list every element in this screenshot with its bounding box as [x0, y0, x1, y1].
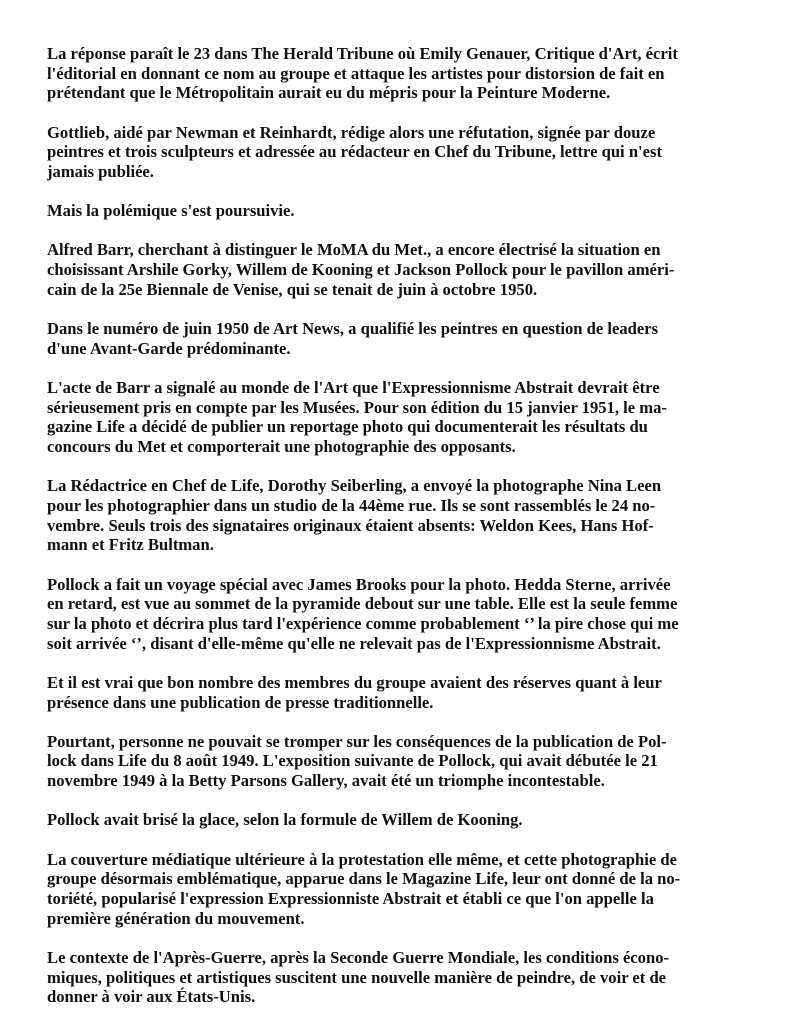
paragraph: [47, 673, 772, 712]
paragraph: [47, 476, 772, 555]
text-line: Pourtant, personne ne pouvait se tromper sur les conséquences de la publication de Pol-: [47, 731, 667, 751]
text-line: jamais publiée.: [47, 162, 154, 182]
paragraph: [47, 810, 772, 830]
text-line: Le contexte de l'Après-Guerre, après la Seconde Guerre Mondiale, les conditions écono-: [47, 947, 670, 967]
text-line: La Rédactrice en Chef de Life, Dorothy Seiberling, a envoyé la photographe Nina Leen: [47, 476, 662, 496]
text-line: gazine Life a décidé de publier un reportage photo qui documenterait les résultats du: [47, 417, 648, 437]
text-line: donner à voir aux États-Unis.: [47, 987, 256, 1007]
paragraph: [47, 319, 772, 358]
text-line: Dans le numéro de juin 1950 de Art News, a qualifié les peintres en question de leaders: [47, 319, 659, 339]
text-line: Gottlieb, aidé par Newman et Reinhardt, rédige alors une réfutation, signée par douze: [47, 122, 656, 142]
text-line: La réponse paraît le 23 dans The Herald Tribune où Emily Genauer, Critique d'Art, écrit: [47, 44, 678, 63]
paragraph: [47, 948, 772, 1007]
text-line: sérieusement pris en compte par les Musées. Pour son édition du 15 janvier 1951, le ma-: [47, 397, 667, 417]
text-line: miques, politiques et artistiques suscitent une nouvelle manière de peindre, de voir et de: [47, 967, 667, 987]
text-line: Alfred Barr, cherchant à distinguer le MoMA du Met., a encore électrisé la situation en: [47, 240, 661, 260]
text-line: prétendant que le Métropolitain aurait eu du mépris pour la Peinture Moderne.: [47, 83, 611, 103]
text-line: Pollock a fait un voyage spécial avec James Brooks pour la photo. Hedda Sterne, arrivée: [47, 574, 671, 594]
text-line: cain de la 25e Biennale de Venise, qui se tenait de juin à octobre 1950.: [47, 279, 538, 299]
text-line: Pollock avait brisé la glace, selon la formule de Willem de Kooning.: [47, 810, 523, 830]
text-line: lock dans Life du 8 août 1949. L'exposition suivante de Pollock, qui avait débutée le 21: [47, 751, 658, 771]
text-line: d'une Avant-Garde prédominante.: [47, 338, 291, 358]
paragraph: [47, 44, 772, 103]
paragraph: [47, 123, 772, 182]
text-line: pour les photographier dans un studio de la 44ème rue. Ils se sont rassemblés le 24 no-: [47, 495, 656, 515]
text-line: novembre 1949 à la Betty Parsons Gallery, avait été un triomphe incontestable.: [47, 771, 605, 791]
paragraph: [47, 240, 772, 299]
text-line: première génération du mouvement.: [47, 908, 305, 928]
paragraph: [47, 575, 772, 654]
text-line: sur la photo et décrira plus tard l'expérience comme probablement ‘’ la pire chose qui me: [47, 613, 679, 633]
text-line: l'éditorial en donnant ce nom au groupe et attaque les artistes pour distorsion de fait en: [47, 63, 665, 83]
paragraph: [47, 201, 772, 221]
paragraph: [47, 378, 772, 457]
text-line: mann et Fritz Bultman.: [47, 535, 214, 555]
text-line: Mais la polémique s'est poursuivie.: [47, 201, 295, 221]
text-line: en retard, est vue au sommet de la pyramide debout sur une table. Elle est la seule femme: [47, 594, 678, 614]
text-line: toriété, popularisé l'expression Expressionniste Abstrait et établi ce que l'on appelle la: [47, 889, 654, 908]
text-line: Et il est vrai que bon nombre des membres du groupe avaient des réserves quant à leur: [47, 672, 662, 692]
text-line: L'acte de Barr a signalé au monde de l'Art que l'Expressionnisme Abstrait devrait être: [47, 377, 660, 397]
paragraph: [47, 732, 772, 791]
text-line: présence dans une publication de presse traditionnelle.: [47, 692, 434, 712]
document-body: [47, 44, 772, 1007]
text-line: choisissant Arshile Gorky, Willem de Kooning et Jackson Pollock pour le pavillon améri-: [47, 260, 675, 280]
text-line: La couverture médiatique ultérieure à la protestation elle même, et cette photographie de: [47, 849, 677, 869]
text-line: soit arrivée ‘’, disant d'elle-même qu'elle ne relevait pas de l'Expressionnisme Abstrait.: [47, 633, 661, 653]
text-line: groupe désormais emblématique, apparue dans le Magazine Life, leur ont donné de la no-: [47, 869, 681, 889]
text-line: vembre. Seuls trois des signataires originaux étaient absents: Weldon Kees, Hans Hof-: [47, 515, 654, 535]
text-line: peintres et trois sculpteurs et adressée au rédacteur en Chef du Tribune, lettre qui n'est: [47, 142, 663, 162]
text-line: concours du Met et comporterait une photographie des opposants.: [47, 437, 516, 457]
paragraph: [47, 850, 772, 929]
